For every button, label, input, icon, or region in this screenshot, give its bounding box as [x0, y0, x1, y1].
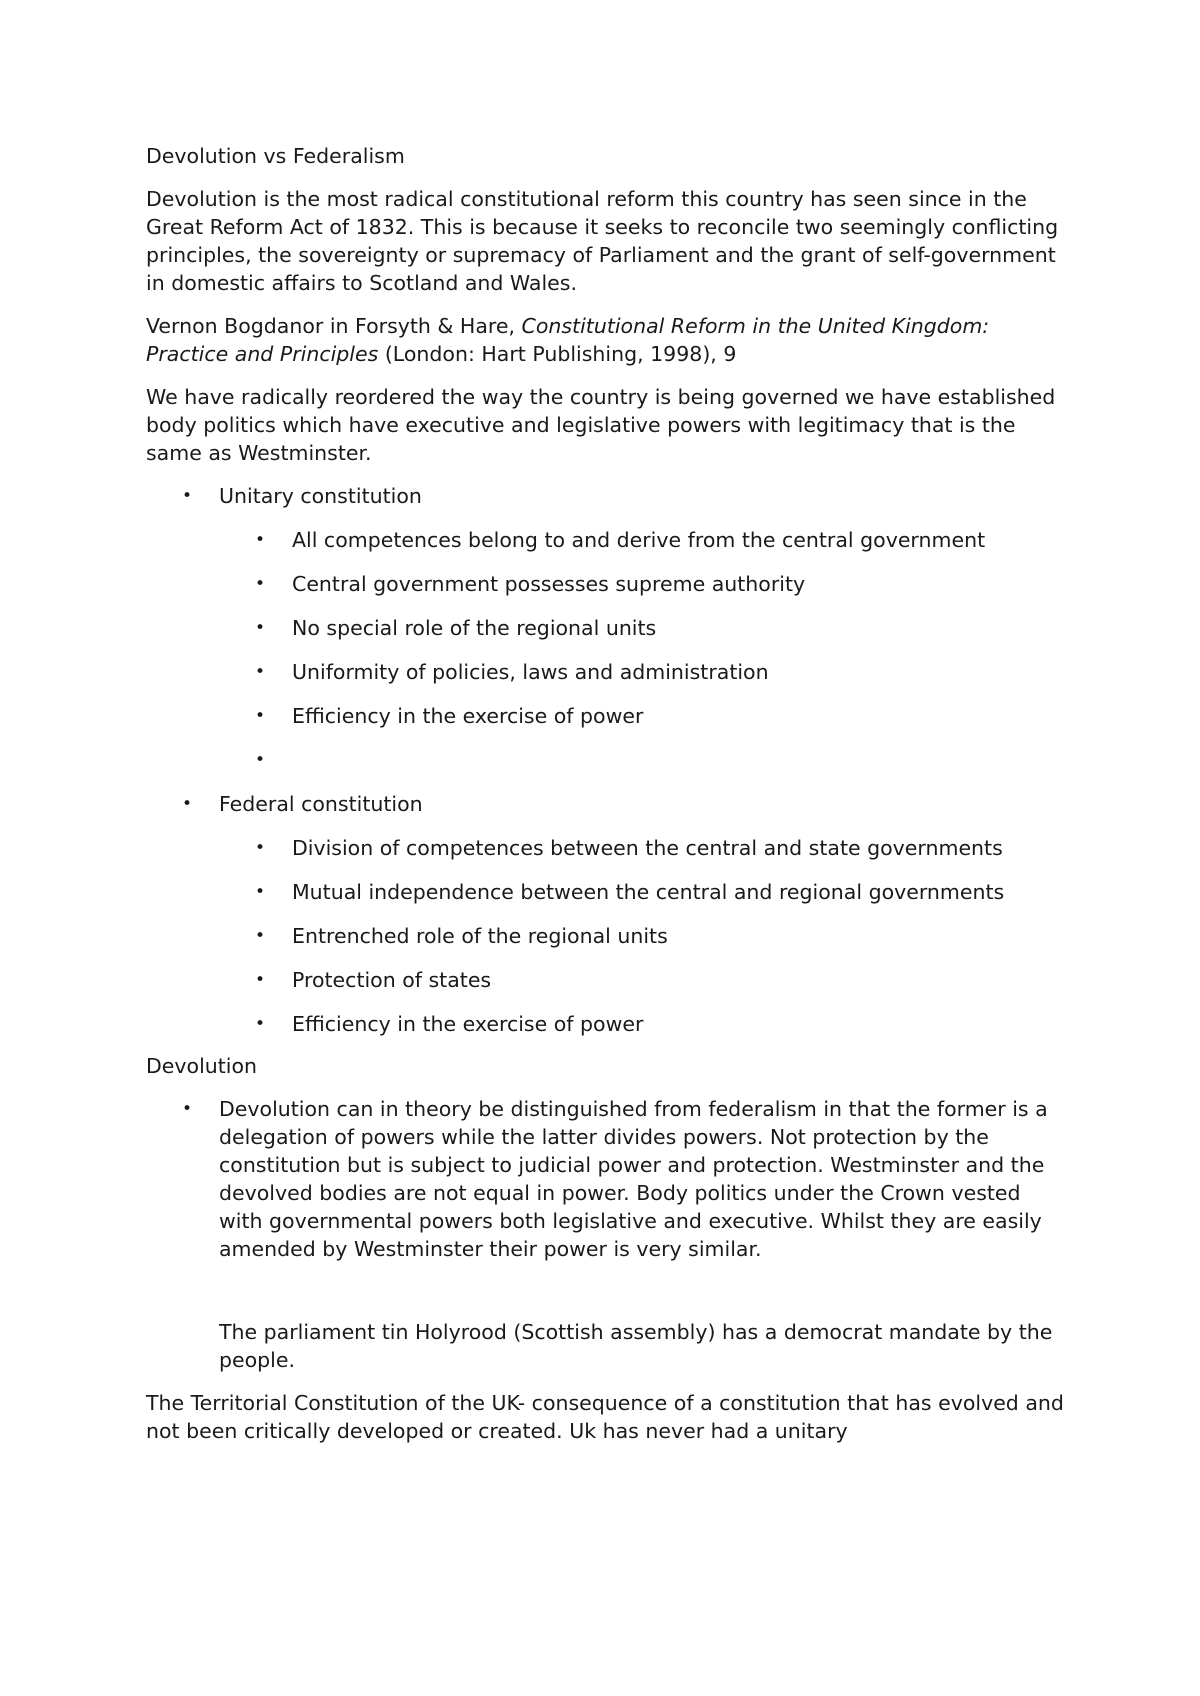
list-item-text: Entrenched role of the regional units: [292, 924, 668, 948]
list-item: [146, 658, 1066, 686]
list-item: [146, 878, 1066, 906]
list-item-text: Uniformity of policies, laws and administration: [292, 660, 769, 684]
constitution-list: [146, 482, 1066, 510]
bullet-icon: •: [255, 618, 266, 638]
list-item-text: Division of competences between the central and state governments: [292, 836, 1003, 860]
unitary-sublist: [146, 526, 1066, 774]
list-item: [146, 834, 1066, 862]
bullet-icon: •: [255, 750, 266, 770]
list-item-text: All competences belong to and derive from the central government: [292, 528, 986, 552]
federal-sublist: [146, 834, 1066, 1038]
bullet-icon: •: [255, 1014, 266, 1034]
list-item-text: Efficiency in the exercise of power: [292, 704, 644, 728]
list-item: [146, 966, 1066, 994]
document-body: [146, 142, 1066, 1460]
holyrood-paragraph: The parliament tin Holyrood (Scottish assembly) has a democrat mandate by the people.: [219, 1320, 1053, 1372]
citation-suffix: (London: Hart Publishing, 1998), 9: [378, 342, 737, 366]
list-item-federal: [146, 790, 1066, 818]
list-item-label: Federal constitution: [219, 792, 423, 816]
bullet-icon: •: [255, 530, 266, 550]
bullet-icon: •: [182, 486, 193, 506]
bullet-icon: •: [182, 794, 193, 814]
bullet-icon: •: [255, 574, 266, 594]
bullet-icon: •: [255, 838, 266, 858]
list-item-text: [292, 748, 299, 772]
bullet-icon: •: [182, 1099, 193, 1119]
list-item: [146, 570, 1066, 598]
bullet-icon: •: [255, 882, 266, 902]
list-item: [146, 614, 1066, 642]
list-item-text: Mutual independence between the central and regional governments: [292, 880, 1005, 904]
section-heading-devolution: Devolution: [146, 1054, 258, 1078]
bullet-icon: •: [255, 926, 266, 946]
list-item-label: Unitary constitution: [219, 484, 422, 508]
list-item: [146, 1095, 1066, 1263]
list-item-empty: [146, 746, 1066, 774]
list-item-text: Devolution can in theory be distinguished from federalism in that the former is a delegation of powers while the latter divides powers. Not protection by the constitution but is subject to judicial power and protection. Westminster and the devolved bodies are not equal in power. Body politics under the Crown vested with governmental powers both legislative and executive. Whilst they are easily amended by Westminster their power is very similar.: [219, 1097, 1048, 1261]
bullet-icon: •: [255, 970, 266, 990]
constitution-list-federal: [146, 790, 1066, 818]
list-item-unitary: [146, 482, 1066, 510]
list-item-text: Efficiency in the exercise of power: [292, 1012, 644, 1036]
citation-book-title: Constitutional Reform in the United Kingdom: Practice and Principles: [146, 314, 990, 366]
document-title: Devolution vs Federalism: [146, 144, 405, 168]
list-item-text: Central government possesses supreme authority: [292, 572, 806, 596]
intro-paragraph: Devolution is the most radical constitutional reform this country has seen since in the Great Reform Act of 1832. This is because it seeks to reconcile two seemingly conflicting principles, the sovereignty or supremacy of Parliament and the grant of self-government in domestic affairs to Scotland and Wales.: [146, 187, 1059, 295]
citation-paragraph: [146, 312, 1066, 368]
devolution-list: [146, 1095, 1066, 1263]
bullet-icon: •: [255, 662, 266, 682]
list-item-text: Protection of states: [292, 968, 492, 992]
bullet-icon: •: [255, 706, 266, 726]
reorder-paragraph: We have radically reordered the way the country is being governed we have established body politics which have executive and legislative powers with legitimacy that is the same as Westminster.: [146, 385, 1056, 465]
list-item: [146, 702, 1066, 730]
citation-prefix: Vernon Bogdanor in Forsyth & Hare,: [146, 314, 522, 338]
list-item: [146, 922, 1066, 950]
list-item-text: No special role of the regional units: [292, 616, 657, 640]
territorial-paragraph: The Territorial Constitution of the UK- consequence of a constitution that has evolved and not been critically developed or created. Uk has never had a unitary: [146, 1391, 1064, 1443]
list-item: [146, 1010, 1066, 1038]
empty-line: [146, 1263, 1066, 1291]
list-item: [146, 526, 1066, 554]
